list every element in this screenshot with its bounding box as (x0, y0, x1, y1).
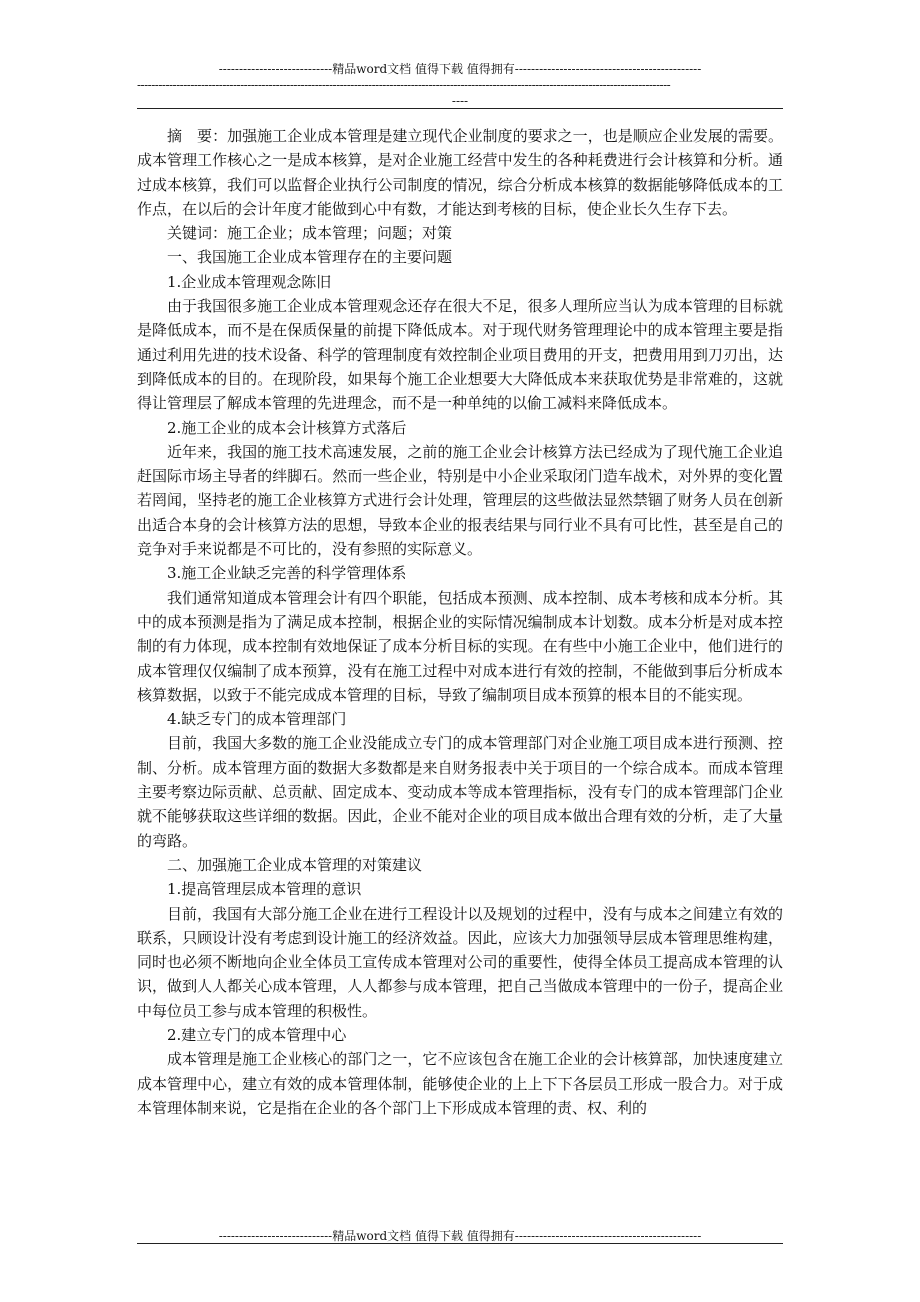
header-dash-line: ------------------------------------------------------------------------------------------------------------------------------------------------------ (137, 78, 671, 92)
subheading-1-3: 3.施工企业缺乏完善的科学管理体系 (167, 564, 407, 583)
abstract-paragraph: 摘 要：加强施工企业成本管理是建立现代企业制度的要求之一，也是顺应企业发展的需要。成本管理工作核心之一是成本核算，是对企业施工经营中发生的各种耗费进行会计核算和分析。通过成本核算，我们可以监督企业执行公司制度的情况，综合分析成本核算的数据能够降低成本的工作点，在以后的会计年度才能做到心中有数，才能达到考核的目标，使企业长久生存下去。 (137, 127, 783, 218)
subheading-1-4: 4.缺乏专门的成本管理部门 (167, 710, 347, 729)
footer-banner: ----------------------------精品word文档 值得下载 值得拥有---------------------------------------------- (218, 1229, 702, 1243)
body-paragraph: 由于我国很多施工企业成本管理观念还存在很大不足，很多人理所应当认为成本管理的目标就是降低成本，而不是在保质保量的前提下降低成本。对于现代财务管理理论中的成本管理主要是指通过利用先进的技术设备、科学的管理制度有效控制企业项目费用的开支，把费用用到刀刃出，达到降低成本的目的。在现阶段，如果每个施工企业想要大大降低成本来获取优势是非常难的，这就得让管理层了解成本管理的先进理念，而不是一种单纯的以偷工减料来降低成本。 (137, 297, 783, 413)
subheading-2-1: 1.提高管理层成本管理的意识 (167, 880, 362, 899)
header-rule (137, 108, 783, 109)
footer-rule (137, 1243, 783, 1244)
header-banner: ----------------------------精品word文档 值得下载 值得拥有---------------------------------------------- (218, 62, 702, 76)
body-paragraph: 我们通常知道成本管理会计有四个职能，包括成本预测、成本控制、成本考核和成本分析。其中的成本预测是指为了满足成本控制，根据企业的实际情况编制成本计划数。成本分析是对成本控制的有力体现，成本控制有效地保证了成本分析目标的实现。在有些中小施工企业中，他们进行的成本管理仅仅编制了成本预算，没有在施工过程中对成本进行有效的控制，不能做到事后分析成本核算数据，以致于不能完成成本管理的目标，导致了编制项目成本预算的根本目的不能实现。 (137, 588, 783, 704)
body-paragraph: 目前，我国有大部分施工企业在进行工程设计以及规划的过程中，没有与成本之间建立有效的联系，只顾设计没有考虑到设计施工的经济效益。因此，应该大力加强领导层成本管理思维构建，同时也必须不断地向企业全体员工宣传成本管理对公司的重要性，使得全体员工提高成本管理的认识，做到人人都关心成本管理，人人都参与成本管理，把自己当做成本管理中的一份子，提高企业中每位员工参与成本管理的积极性。 (137, 904, 783, 1020)
body-paragraph: 近年来，我国的施工技术高速发展，之前的施工企业会计核算方法已经成为了现代施工企业追赶国际市场主导者的绊脚石。然而一些企业，特别是中小企业采取闭门造车战术，对外界的变化置若罔闻，坚持老的施工企业核算方式进行会计处理，管理层的这些做法显然禁锢了财务人员在创新出适合本身的会计核算方法的思想，导致本企业的报表结果与同行业不具有可比性，甚至是自己的竞争对手来说都是不可比的，没有参照的实际意义。 (137, 442, 783, 559)
body-paragraph: 目前，我国大多数的施工企业没能成立专门的成本管理部门对企业施工项目成本进行预测、控制、分析。成本管理方面的数据大多数都是来自财务报表中关于项目的一个综合成本。而成本管理主要考察边际贡献、总贡献、固定成本、变动成本等成本管理指标，没有专门的成本管理部门企业就不能够获取这些详细的数据。因此，企业不能对企业的项目成本做出合理有效的分析，走了大量的弯路。 (137, 734, 783, 850)
header-dash-tail: ---- (451, 94, 469, 108)
subheading-2-2: 2.建立专门的成本管理中心 (167, 1025, 347, 1044)
section-heading-2: 二、加强施工企业成本管理的对策建议 (167, 855, 423, 874)
subheading-1-1: 1.企业成本管理观念陈旧 (167, 272, 332, 291)
body-paragraph: 成本管理是施工企业核心的部门之一，它不应该包含在施工企业的会计核算部，加快速度建立成本管理中心，建立有效的成本管理体制，能够使企业的上上下下各层员工形成一股合力。对于成本管理体制来说，它是指在企业的各个部门上下形成成本管理的责、权、利的 (137, 1050, 783, 1117)
document-body (137, 124, 783, 1120)
subheading-1-2: 2.施工企业的成本会计核算方式落后 (167, 418, 407, 437)
section-heading-1: 一、我国施工企业成本管理存在的主要问题 (167, 248, 453, 267)
keywords-line: 关键词：施工企业；成本管理；问题；对策 (167, 224, 453, 243)
